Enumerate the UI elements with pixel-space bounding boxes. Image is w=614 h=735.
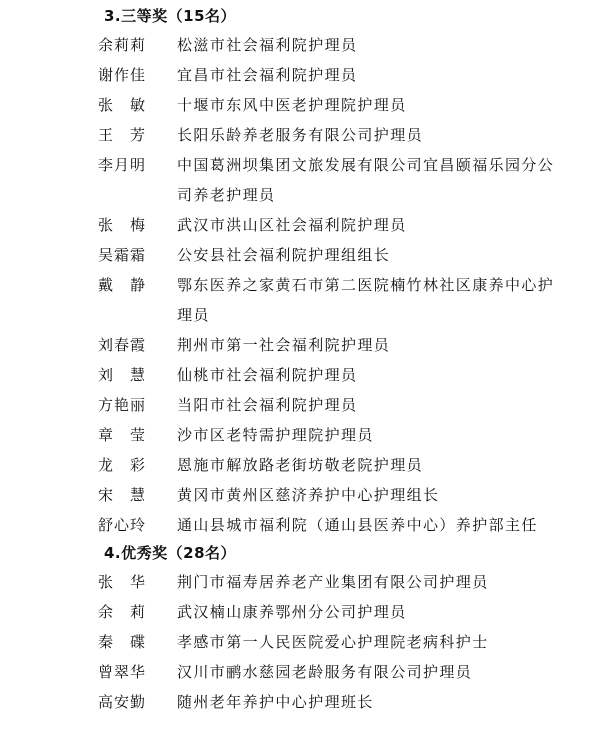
winner-name: 秦碟 xyxy=(98,633,163,651)
winner-role: 当阳市社会福利院护理员 xyxy=(177,396,358,414)
winner-role: 沙市区老特需护理院护理员 xyxy=(177,426,374,444)
winner-role: 仙桃市社会福利院护理员 xyxy=(177,366,358,384)
section-heading-third-prize: 3.三等奖（15名） xyxy=(104,7,237,25)
winner-name: 龙彩 xyxy=(98,456,163,474)
winner-name: 余莉 xyxy=(98,603,163,621)
winner-name: 王芳 xyxy=(98,126,163,144)
winner-role: 公安县社会福利院护理组组长 xyxy=(177,246,391,264)
winner-role: 荆州市第一社会福利院护理员 xyxy=(177,336,391,354)
winner-role: 武汉楠山康养鄂州分公司护理员 xyxy=(177,603,407,621)
winner-role: 武汉市洪山区社会福利院护理员 xyxy=(177,216,407,234)
winner-role: 汉川市鹂水慈园老龄服务有限公司护理员 xyxy=(177,663,473,681)
winner-name: 李月明 xyxy=(98,156,147,174)
winner-name: 舒心玲 xyxy=(98,516,147,534)
winner-role: 松滋市社会福利院护理员 xyxy=(177,36,358,54)
winner-name: 方艳丽 xyxy=(98,396,147,414)
winner-role: 长阳乐龄养老服务有限公司护理员 xyxy=(177,126,424,144)
winner-role: 黄冈市黄州区慈济养护中心护理组长 xyxy=(177,486,440,504)
winner-name: 宋慧 xyxy=(98,486,163,504)
winner-role: 鄂东医养之家黄石市第二医院楠竹林社区康养中心护理员 xyxy=(177,276,555,324)
winner-role: 随州老年养护中心护理班长 xyxy=(177,693,374,711)
winner-role: 孝感市第一人民医院爱心护理院老病科护士 xyxy=(177,633,489,651)
winner-name: 张梅 xyxy=(98,216,163,234)
winner-name: 张华 xyxy=(98,573,163,591)
winner-name: 吴霜霜 xyxy=(98,246,147,264)
winner-name: 高安勤 xyxy=(98,693,147,711)
winner-role: 十堰市东风中医老护理院护理员 xyxy=(177,96,407,114)
winner-role: 宜昌市社会福利院护理员 xyxy=(177,66,358,84)
winner-name: 余莉莉 xyxy=(98,36,147,54)
winner-name: 刘慧 xyxy=(98,366,163,384)
winner-role: 通山县城市福利院（通山县医养中心）养护部主任 xyxy=(177,516,538,534)
section-heading-excellence-award: 4.优秀奖（28名） xyxy=(104,544,237,562)
winner-name: 刘春霞 xyxy=(98,336,147,354)
winner-role: 荆门市福寿居养老产业集团有限公司护理员 xyxy=(177,573,489,591)
winner-name: 张敏 xyxy=(98,96,163,114)
winner-name: 章莹 xyxy=(98,426,163,444)
winner-role: 中国葛洲坝集团文旅发展有限公司宜昌颐福乐园分公司养老护理员 xyxy=(177,156,555,204)
winner-name: 戴静 xyxy=(98,276,163,294)
winner-name: 谢作佳 xyxy=(98,66,147,84)
winner-role: 恩施市解放路老街坊敬老院护理员 xyxy=(177,456,424,474)
winner-name: 曾翠华 xyxy=(98,663,147,681)
